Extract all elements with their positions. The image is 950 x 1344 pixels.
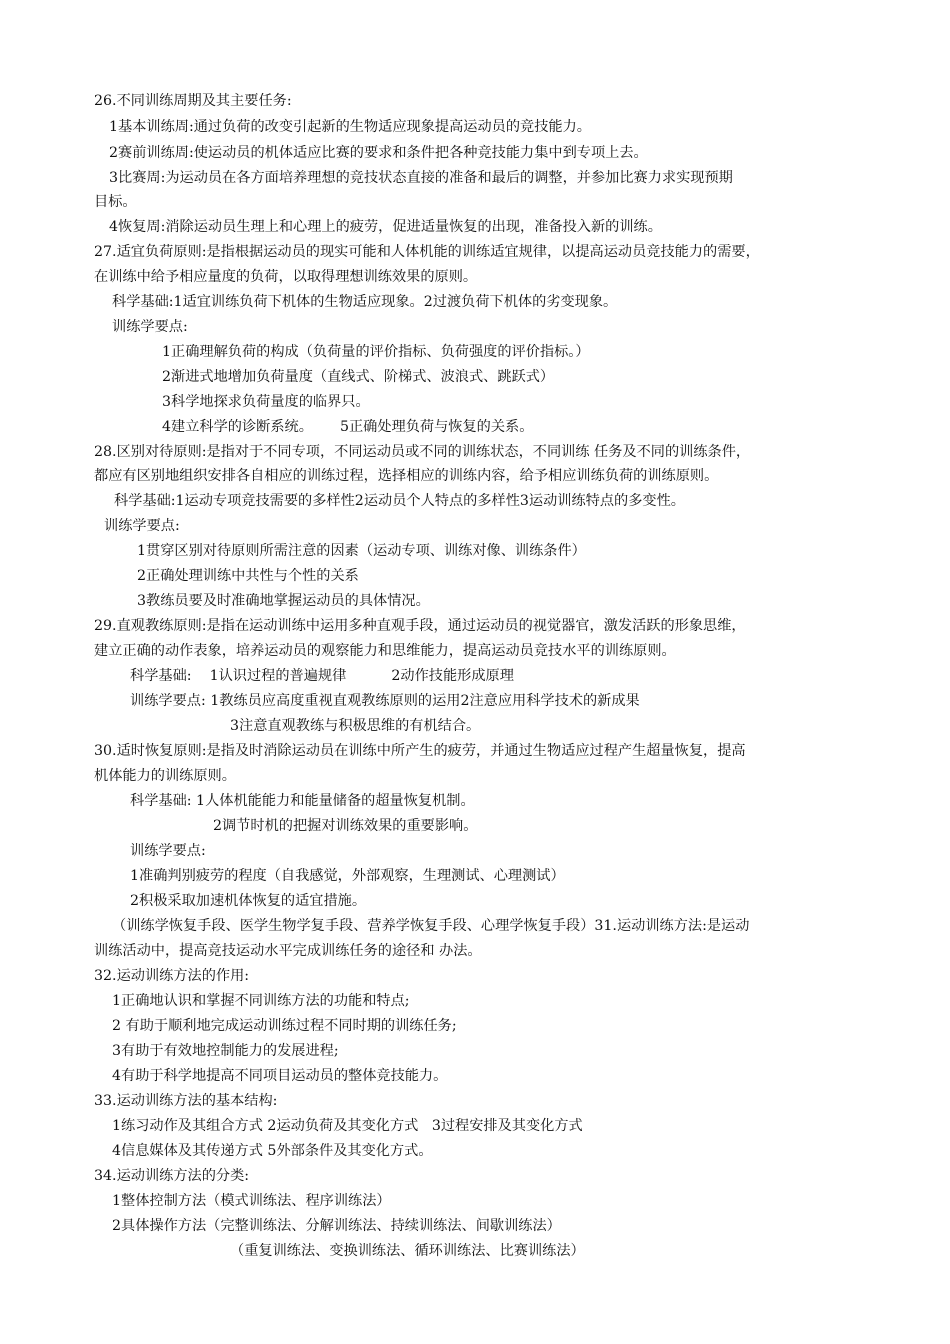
text-line: 科学基础: 1认识过程的普遍规律 2动作技能形成原理	[130, 668, 514, 684]
text-line: 34.运动训练方法的分类:	[94, 1168, 250, 1184]
text-line: 训练学要点:	[130, 843, 206, 859]
text-line: 训练活动中，提高竞技运动水平完成训练任务的途径和 办法。	[94, 943, 482, 959]
text-line: 30.适时恢复原则:是指及时消除运动员在训练中所产生的疲劳，并通过生物适应过程产生超量恢复，提高	[94, 743, 746, 759]
text-line: 4恢复周:消除运动员生理上和心理上的疲劳，促进适量恢复的出现，准备投入新的训练。	[109, 219, 662, 235]
text-line: 训练学要点:	[104, 518, 180, 534]
text-line: 27.适宜负荷原则:是指根据运动员的现实可能和人体机能的训练适宜规律，以提高运动员竞技能力的需要，	[94, 244, 760, 260]
text-line: 训练学要点: 1教练员应高度重视直观教练原则的运用2注意应用科学技术的新成果	[130, 693, 640, 709]
text-line: 2积极采取加速机体恢复的适宜措施。	[130, 893, 367, 909]
text-line: 3比赛周:为运动员在各方面培养理想的竞技状态直接的准备和最后的调整，并参加比赛力求实现预期	[109, 170, 733, 186]
text-line: 3教练员要及时准确地掌握运动员的具体情况。	[137, 593, 430, 609]
text-line: 1基本训练周:通过负荷的改变引起新的生物适应现象提高运动员的竞技能力。	[109, 119, 591, 135]
text-line: 2渐进式地增加负荷量度（直线式、阶梯式、波浪式、跳跃式）	[162, 369, 555, 385]
text-line: 1贯穿区别对待原则所需注意的因素（运动专项、训练对像、训练条件）	[137, 543, 586, 559]
text-line: 2赛前训练周:使运动员的机体适应比赛的要求和条件把各种竞技能力集中到专项上去。	[109, 145, 648, 161]
text-line: 2具体操作方法（完整训练法、分解训练法、持续训练法、间歇训练法）	[112, 1218, 561, 1234]
text-line: 4有助于科学地提高不同项目运动员的整体竞技能力。	[112, 1068, 448, 1084]
text-line: 科学基础:1运动专项竞技需要的多样性2运动员个人特点的多样性3运动训练特点的多变性。	[114, 493, 685, 509]
text-line: 机体能力的训练原则。	[94, 768, 236, 784]
text-line: 1正确地认识和掌握不同训练方法的功能和特点;	[112, 993, 410, 1009]
text-line: 32.运动训练方法的作用:	[94, 968, 250, 984]
text-line: 33.运动训练方法的基本结构:	[94, 1093, 278, 1109]
text-line: 在训练中给予相应量度的负荷，以取得理想训练效果的原则。	[94, 269, 478, 285]
text-line: 3科学地探求负荷量度的临界只。	[162, 394, 370, 410]
text-line: 科学基础:1适宜训练负荷下机体的生物适应现象。2过渡负荷下机体的劣变现象。	[112, 294, 618, 310]
text-line: 训练学要点:	[112, 319, 188, 335]
text-line: 26.不同训练周期及其主要任务:	[94, 93, 292, 109]
text-line: 1练习动作及其组合方式 2运动负荷及其变化方式 3过程安排及其变化方式	[112, 1118, 583, 1134]
text-line: 2调节时机的把握对训练效果的重要影响。	[213, 818, 478, 834]
text-line: 都应有区别地组织安排各自相应的训练过程，选择相应的训练内容，给予相应训练负荷的训练原则。	[94, 468, 719, 484]
text-line: 29.直观教练原则:是指在运动训练中运用多种直观手段，通过运动员的视觉器官，激发活跃的形象思维，	[94, 618, 746, 634]
text-line: 1整体控制方法（模式训练法、程序训练法）	[112, 1193, 391, 1209]
text-line: 目标。	[94, 194, 137, 210]
text-line: 科学基础: 1人体机能能力和能量储备的超量恢复机制。	[130, 793, 475, 809]
text-line: 4建立科学的诊断系统。 5正确处理负荷与恢复的关系。	[162, 419, 534, 435]
text-line: 建立正确的动作表象，培养运动员的观察能力和思维能力，提高运动员竞技水平的训练原则。	[94, 643, 676, 659]
text-line: （重复训练法、变换训练法、循环训练法、比赛训练法）	[230, 1243, 585, 1259]
text-line: 3有助于有效地控制能力的发展进程;	[112, 1043, 339, 1059]
text-line: 1正确理解负荷的构成（负荷量的评价指标、负荷强度的评价指标。）	[162, 344, 590, 360]
text-line: 2 有助于顺利地完成运动训练过程不同时期的训练任务;	[112, 1018, 457, 1034]
text-line: 1准确判别疲劳的程度（自我感觉，外部观察，生理测试、心理测试）	[130, 868, 565, 884]
text-line: 4信息媒体及其传递方式 5外部条件及其变化方式。	[112, 1143, 433, 1159]
text-line: 28.区别对待原则:是指对于不同专项，不同运动员或不同的训练状态，不同训练 任务及不同的训练条件，	[94, 444, 751, 460]
text-line: 3注意直观教练与积极思维的有机结合。	[230, 718, 481, 734]
text-line: 2正确处理训练中共性与个性的关系	[137, 568, 359, 584]
text-line: （训练学恢复手段、医学生物学复手段、营养学恢复手段、心理学恢复手段）31.运动训练方法:是运动	[112, 918, 750, 934]
